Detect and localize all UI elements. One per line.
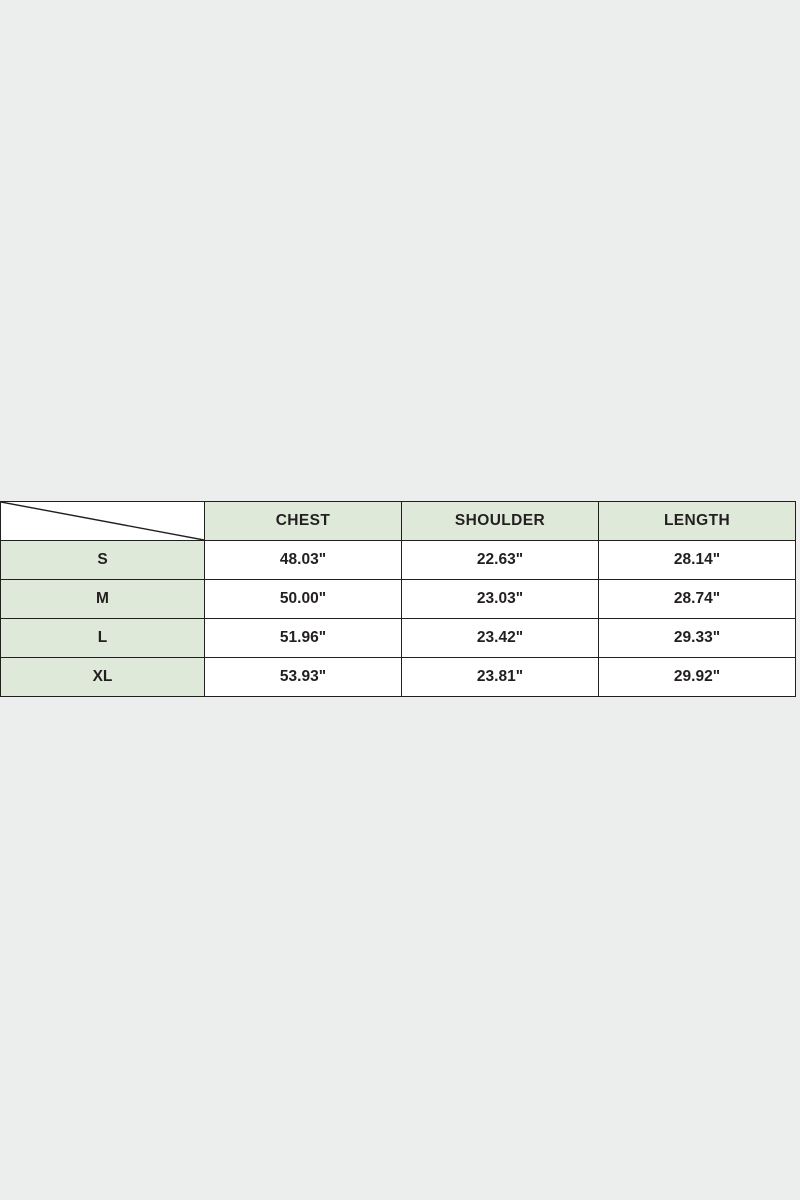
- cell-l-length: 29.33": [599, 619, 796, 658]
- row-label-s: S: [1, 541, 205, 580]
- cell-m-length: 28.74": [599, 580, 796, 619]
- row-label-m: M: [1, 580, 205, 619]
- size-chart-table: [0, 501, 796, 697]
- table-row: [1, 658, 796, 697]
- cell-l-chest: 51.96": [205, 619, 402, 658]
- cell-m-shoulder: 23.03": [402, 580, 599, 619]
- cell-xl-chest: 53.93": [205, 658, 402, 697]
- column-header-chest: CHEST: [205, 502, 402, 541]
- size-chart-container: [0, 501, 795, 697]
- row-label-l: L: [1, 619, 205, 658]
- cell-m-chest: 50.00": [205, 580, 402, 619]
- cell-l-shoulder: 23.42": [402, 619, 599, 658]
- column-header-shoulder: SHOULDER: [402, 502, 599, 541]
- table-corner-diagonal-cell: [1, 502, 205, 541]
- cell-s-shoulder: 22.63": [402, 541, 599, 580]
- table-row: [1, 541, 796, 580]
- table-row: [1, 580, 796, 619]
- cell-xl-length: 29.92": [599, 658, 796, 697]
- diagonal-divider-icon: [1, 502, 204, 540]
- cell-xl-shoulder: 23.81": [402, 658, 599, 697]
- column-header-length: LENGTH: [599, 502, 796, 541]
- cell-s-chest: 48.03": [205, 541, 402, 580]
- table-row: [1, 619, 796, 658]
- row-label-xl: XL: [1, 658, 205, 697]
- table-header-row: [1, 502, 796, 541]
- cell-s-length: 28.14": [599, 541, 796, 580]
